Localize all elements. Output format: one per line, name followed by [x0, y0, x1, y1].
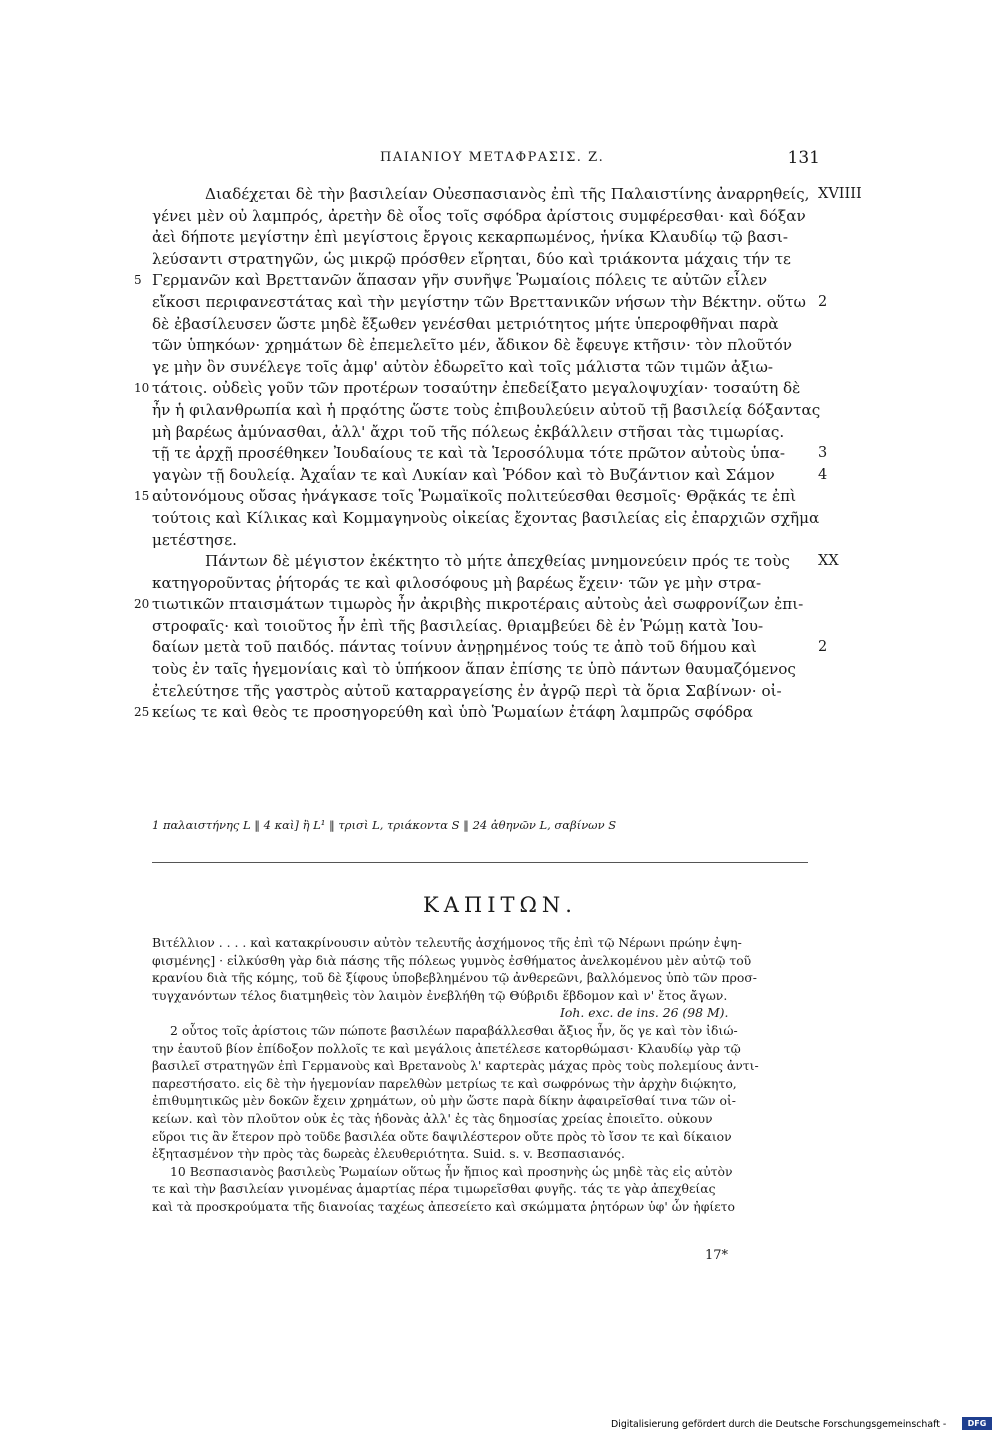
text-line	[0, 594, 1000, 616]
text-line	[0, 270, 1000, 292]
critical-apparatus: 1 παλαιστήνης L ‖ 4 καὶ] ἢ L¹ ‖ τρισὶ L, τριάκοντα S ‖ 24 ἀθηνῶν L, σαβίνων S	[152, 818, 617, 832]
line-text: τιωτικῶν πταισμάτων τιμωρὸς ἦν ἀκριβὴς πικροτέραις αὐτοὺς ἀεὶ σωφρονίζων ἐπι-	[152, 595, 804, 614]
fragment-text: Βιτέλλιον . . . . καὶ κατακρίνουσιν αὐτὸν τελευτῆς ἀσχήμονος τῆς ἐπὶ τῷ Νέρωνι πρώην ἐψη-	[152, 935, 742, 950]
text-line	[0, 206, 1000, 228]
line-text: τῇ τε ἀρχῇ προσέθηκεν Ἰουδαίους τε καὶ τὰ Ἱεροσόλυμα τότε πρῶτον αὐτοὺς ὑπα-	[152, 444, 785, 463]
fragment-text: κρανίου διὰ τῆς κόμης, τοῦ δὲ ξίφους ὑποβεβλημένου τῷ ἀνθερεῶνι, βαλλόμενος ὑπὸ τῶν προσ-	[152, 970, 757, 986]
text-line	[0, 702, 1000, 724]
fragments-text	[0, 934, 1000, 1216]
fragment-line	[0, 1092, 1000, 1110]
line-text: δαίων μετὰ τοῦ παιδός. πάντας τοίνυν ἀνῃρημένος τούς τε ἀπὸ τοῦ δήμου καὶ	[152, 638, 757, 657]
fragment-line	[0, 1163, 1000, 1181]
margin-note: XX	[818, 553, 839, 570]
fragment-line	[0, 1110, 1000, 1128]
source-citation: Ioh. exc. de ins. 26 (98 M).	[560, 1005, 729, 1021]
line-text: μὴ βαρέως ἀμύνασθαι, ἀλλ' ἄχρι τοῦ τῆς πόλεως ἐκβάλλειν στῆσαι τὰς τιμωρίας.	[152, 422, 785, 441]
line-text: μετέστησε.	[152, 530, 237, 549]
fragment-line	[0, 987, 1000, 1005]
fragment-line	[0, 1004, 1000, 1022]
fragment-line	[0, 1128, 1000, 1146]
text-line	[0, 443, 1000, 465]
line-text: ἐτελεύτησε τῆς γαστρὸς αὐτοῦ καταρραγείσης ἐν ἀγρῷ περὶ τὰ ὅρια Σαβίνων· οἰ-	[152, 681, 782, 700]
text-line	[0, 637, 1000, 659]
fragment-line	[0, 934, 1000, 952]
fragment-text: 2 οὗτος τοῖς ἀρίστοις τῶν πώποτε βασιλέων παραβάλλεσθαι ἄξιος ἦν, ὅς γε καὶ τὸν ἰδιώ-	[170, 1022, 738, 1038]
footer-credit: Digitalisierung gefördert durch die Deutsche Forschungsgemeinschaft -	[611, 1419, 947, 1430]
fragment-text: καὶ τὰ προσκρούματα τῆς διανοίας ταχέως ἀπεσείετο καὶ σκώμματα ῥητόρων ὑφ' ὧν ἠφίετο	[152, 1198, 735, 1214]
signature-mark: 17*	[705, 1248, 729, 1263]
line-text: γένει μὲν οὐ λαμπρός, ἀρετὴν δὲ οἷος τοῖς σφόδρα ἀρίστοις συμφέρεσθαι· καὶ δόξαν	[152, 206, 806, 225]
fragment-line	[0, 1145, 1000, 1163]
line-text: ἦν ἡ φιλανθρωπία καὶ ἡ πρᾳότης ὥστε τοὺς ἐπιβουλεύειν αὐτοῦ τῇ βασιλείᾳ δόξαντας	[152, 400, 820, 419]
fragment-line	[0, 1057, 1000, 1075]
text-line	[0, 314, 1000, 336]
text-line	[0, 486, 1000, 508]
fragment-text: ἐπιθυμητικῶς μὲν δοκῶν ἔχειν χρημάτων, οὐ μὴν ὥστε παρὰ δίκην ἀφαιρεῖσθαί τινα τῶν οἰ-	[152, 1093, 736, 1109]
text-line	[0, 422, 1000, 444]
line-text: γε μὴν ὃν συνέλεγε τοῖς ἀμφ' αὐτὸν ἐδωρεῖτο καὶ τοῖς μάλιστα τῶν τιμῶν ἀξιω-	[152, 357, 774, 376]
text-line	[0, 681, 1000, 703]
page-number: 131	[787, 148, 820, 168]
fragment-text: την ἑαυτοῦ βίον ἐπίδοξον πολλοῖς τε καὶ μεγάλοις ἀπετέλεσε κατορθώμασι· Κλαυδίῳ γὰρ τῷ	[152, 1040, 741, 1056]
text-line	[0, 551, 1000, 573]
fragment-text: 10 Βεσπασιανὸς βασιλεὺς Ῥωμαίων οὕτως ἦν ἤπιος καὶ προσηνὴς ὡς μηδὲ τὰς εἰς αὐτὸν	[170, 1163, 733, 1179]
margin-note: XVIIII	[818, 186, 862, 202]
line-text: Διαδέχεται δὲ τὴν βασιλείαν Οὐεσπασιανὸς ἐπὶ τῆς Παλαιστίνης ἀναρρηθείς,	[205, 185, 810, 203]
text-line	[0, 292, 1000, 314]
fragment-text: παρεστήσατο. εἰς δὲ τὴν ἡγεμονίαν παρελθὼν μετρίως τε καὶ σωφρόνως τὴν ἀρχὴν διῴκητο,	[152, 1075, 737, 1091]
margin-note: 2	[818, 639, 828, 656]
fragment-text: εὕροι τις ἂν ἕτερον πρὸ τοῦδε βασιλέα οὔτε δαψιλέστερον οὔτε πρὸς τὸ ἴσον τε καὶ δίκαιον	[152, 1128, 732, 1144]
text-line	[0, 530, 1000, 552]
fragment-line	[0, 1075, 1000, 1093]
line-number: 20	[134, 597, 150, 612]
fragment-line	[0, 1180, 1000, 1198]
margin-note: 2	[818, 293, 828, 310]
line-text: Γερμανῶν καὶ Βρεττανῶν ἅπασαν γῆν συνῆψε Ῥωμαίοις πόλεις τε αὐτῶν εἷλεν	[152, 271, 768, 290]
text-line	[0, 227, 1000, 249]
fragment-line	[0, 1040, 1000, 1058]
text-line	[0, 378, 1000, 400]
line-text: τάτοις. οὐδεὶς γοῦν τῶν προτέρων τοσαύτην ἐπεδείξατο μεγαλοψυχίαν· τοσαύτη δὲ	[152, 379, 801, 398]
dfg-logo-icon: DFG	[962, 1417, 992, 1430]
text-line	[0, 616, 1000, 638]
separator-rule	[152, 862, 808, 863]
line-number: 25	[134, 705, 150, 720]
fragment-line	[0, 1022, 1000, 1040]
main-text	[0, 184, 1000, 724]
line-text: λεύσαντι στρατηγῶν, ὡς μικρῷ πρόσθεν εἴρηται, δύο καὶ τριάκοντα μάχαις τήν τε	[152, 249, 791, 268]
fragment-text: τυγχανόντων τέλος διατμηθεὶς τὸν λαιμὸν ἐνεβλήθη τῷ Θύβριδι ἕβδομον καὶ ν' ἔτος ἄγων.	[152, 987, 728, 1003]
line-text: ἀεὶ δήποτε μεγίστην ἐπὶ μεγίστοις ἔργοις κεκαρπωμένος, ἡνίκα Κλαυδίῳ τῷ βασι-	[152, 228, 788, 247]
line-number: 10	[134, 381, 150, 396]
fragment-line	[0, 1198, 1000, 1216]
text-line	[0, 573, 1000, 595]
line-text: δὲ ἐβασίλευσεν ὥστε μηδὲ ἔξωθεν γενέσθαι μετριότητος μήτε ὑπεροφθῆναι παρὰ	[152, 314, 779, 333]
fragment-text: φισμένης] · εἱλκύσθη γὰρ διὰ πάσης τῆς πόλεως γυμνὸς ἐσθήματος ἀνελκομένου μὲν αὐτῷ τοῦ	[152, 952, 752, 968]
running-title: ΠΑΙΑΝΙΟΥ ΜΕΤΑΦΡΑΣΙΣ. Ζ.	[380, 150, 605, 165]
text-line	[0, 357, 1000, 379]
margin-note: 4	[818, 466, 828, 483]
fragment-text: βασιλεῖ στρατηγῶν ἐπὶ Γερμανοὺς καὶ Βρετανοὺς λ' καρτερὰς μάχας πρὸς τοὺς πολεμίους ἀντι-	[152, 1058, 759, 1074]
fragment-line	[0, 952, 1000, 970]
fragments-heading: ΚΑΠΙΤΩΝ.	[423, 893, 577, 917]
line-text: εἴκοσι περιφανεστάτας καὶ τὴν μεγίστην τῶν Βρεττανικῶν νήσων τὴν Βέκτην. οὕτω	[152, 292, 806, 311]
line-text: τούτοις καὶ Κίλικας καὶ Κομμαγηνοὺς οἰκείας ἔχοντας βασιλείας εἰς ἐπαρχιῶν σχῆμα	[152, 508, 820, 527]
text-line	[0, 400, 1000, 422]
text-line	[0, 659, 1000, 681]
line-number: 15	[134, 489, 150, 504]
line-text: κατηγοροῦντας ῥήτοράς τε καὶ φιλοσόφους μὴ βαρέως ἔχειν· τῶν γε μὴν στρα-	[152, 573, 762, 592]
line-text: Πάντων δὲ μέγιστον ἐκέκτητο τὸ μήτε ἀπεχθείας μνημονεύειν πρός τε τοὺς	[205, 552, 790, 571]
text-line	[0, 465, 1000, 487]
line-text: γαγὼν τῇ δουλείᾳ. Ἀχαΐαν τε καὶ Λυκίαν καὶ Ῥόδον καὶ τὸ Βυζάντιον καὶ Σάμον	[152, 465, 775, 484]
line-text: στροφαῖς· καὶ τοιοῦτος ἦν ἐπὶ τῆς βασιλείας. θριαμβεύει δὲ ἐν Ῥώμῃ κατὰ Ἰου-	[152, 616, 764, 635]
margin-note: 3	[818, 445, 828, 462]
text-line	[0, 184, 1000, 206]
fragment-line	[0, 969, 1000, 987]
line-text: τῶν ὑπηκόων· χρημάτων δὲ ἐπεμελεῖτο μέν, ἄδικον δὲ ἔφευγε κτῆσιν· τὸν πλοῦτόν	[152, 336, 792, 355]
fragment-text: τε καὶ τὴν βασιλείαν γινομένας ἁμαρτίας πέρα τιμωρεῖσθαι φυγῆς. τάς τε γὰρ ἀπεχθείας	[152, 1181, 716, 1197]
text-line	[0, 335, 1000, 357]
line-number: 5	[134, 273, 142, 288]
line-text: τοὺς ἐν ταῖς ἡγεμονίαις καὶ τὸ ὑπήκοον ἅπαν ἐπίσης τε ὑπὸ πάντων θαυμαζόμενος	[152, 660, 796, 679]
line-text: αὐτονόμους οὔσας ἠνάγκασε τοῖς Ῥωμαϊκοῖς πολιτεύεσθαι θεσμοῖς· Θρᾷκάς τε ἐπὶ	[152, 487, 797, 506]
line-text: κείως τε καὶ θεὸς τε προσηγορεύθη καὶ ὑπὸ Ῥωμαίων ἐτάφη λαμπρῶς σφόδρα	[152, 703, 753, 722]
fragment-text: ἐξητασμένον τὴν πρὸς τὰς δωρεὰς ἐλευθεριότητα. Suid. s. v. Βεσπασιανός.	[152, 1146, 625, 1162]
text-line	[0, 249, 1000, 271]
text-line	[0, 508, 1000, 530]
fragment-text: κείων. καὶ τὸν πλοῦτον οὐκ ἐς τὰς ἡδονὰς ἀλλ' ἐς τὰς δημοσίας χρείας ἐποιεῖτο. οὐκουν	[152, 1110, 713, 1126]
